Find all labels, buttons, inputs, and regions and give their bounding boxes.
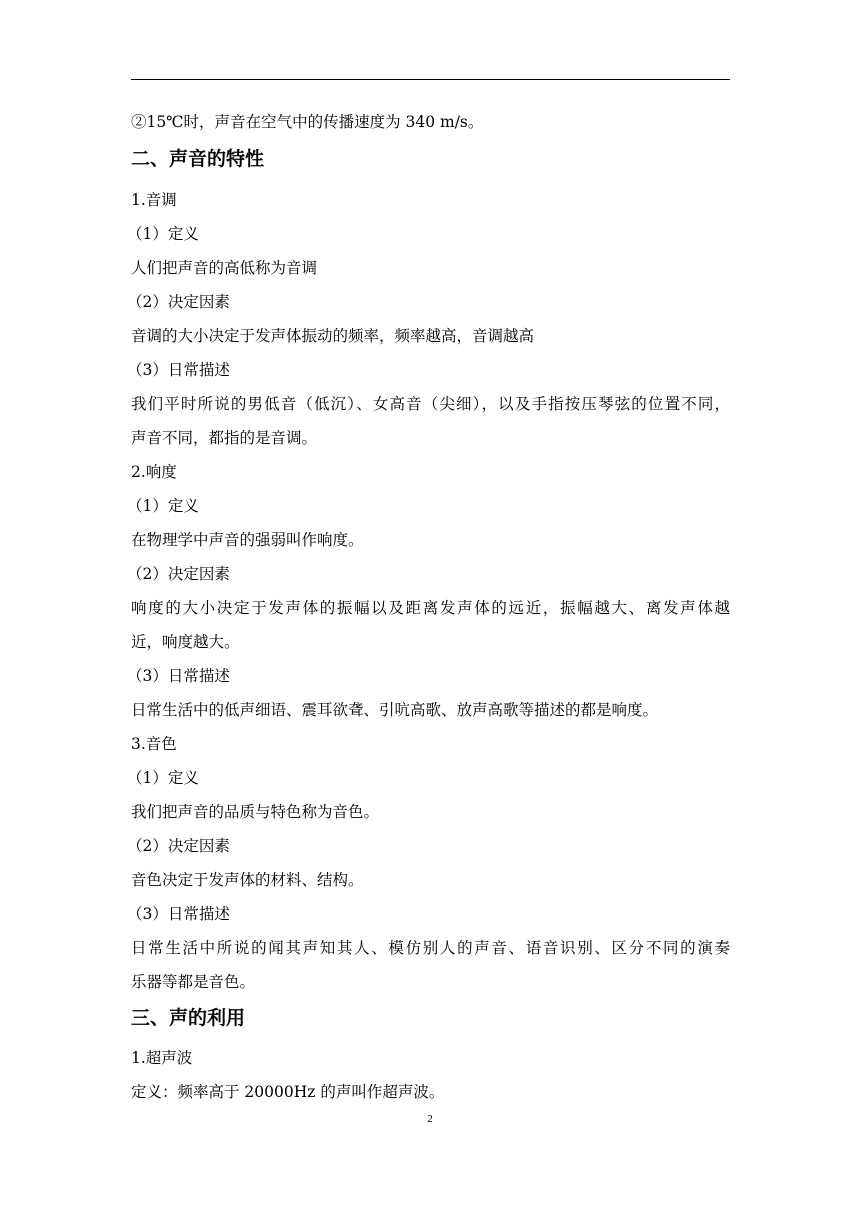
item-label: （1）定义 (127, 497, 199, 515)
text-line: 在物理学中声音的强弱叫作响度。 (131, 531, 364, 549)
item-label: （3）日常描述 (127, 361, 230, 379)
item-label: （1）定义 (127, 225, 199, 243)
text-line: ②15℃时，声音在空气中的传播速度为 340 m/s。 (131, 113, 484, 131)
section-heading: 二、声音的特性 (131, 148, 265, 170)
item-label: （2）决定因素 (127, 293, 230, 311)
item-label: （3）日常描述 (127, 905, 230, 923)
subsection-title: 3.音色 (131, 735, 177, 753)
item-label: （2）决定因素 (127, 837, 230, 855)
text-line: 近，响度越大。 (131, 633, 240, 651)
text-line: 乐器等都是音色。 (131, 973, 256, 991)
item-label: （3）日常描述 (127, 667, 230, 685)
section-heading: 三、声的利用 (131, 1007, 246, 1029)
text-line: 响度的大小决定于发声体的振幅以及距离发声体的远近，振幅越大、离发声体越 (131, 599, 730, 617)
text-line: 音色决定于发声体的材料、结构。 (131, 871, 364, 889)
text-line: 人们把声音的高低称为音调 (131, 259, 318, 277)
text-line: 音调的大小决定于发声体振动的频率，频率越高，音调越高 (131, 327, 535, 345)
text-line: 声音不同，都指的是音调。 (131, 429, 318, 447)
item-label: （1）定义 (127, 769, 199, 787)
text-line: 日常生活中所说的闻其声知其人、模仿别人的声音、语音识别、区分不同的演奏 (131, 939, 730, 957)
header-rule (131, 79, 730, 80)
text-line: 日常生活中的低声细语、震耳欲聋、引吭高歌、放声高歌等描述的都是响度。 (131, 701, 659, 719)
subsection-title: 1.音调 (131, 191, 177, 209)
page-number: 2 (427, 1113, 433, 1125)
subsection-title: 2.响度 (131, 463, 177, 481)
text-line: 我们平时所说的男低音（低沉）、女高音（尖细），以及手指按压琴弦的位置不同， (131, 395, 730, 413)
subsection-title: 1.超声波 (131, 1049, 193, 1067)
item-label: （2）决定因素 (127, 565, 230, 583)
text-line: 定义：频率高于 20000Hz 的声叫作超声波。 (131, 1083, 445, 1101)
text-line: 我们把声音的品质与特色称为音色。 (131, 803, 380, 821)
